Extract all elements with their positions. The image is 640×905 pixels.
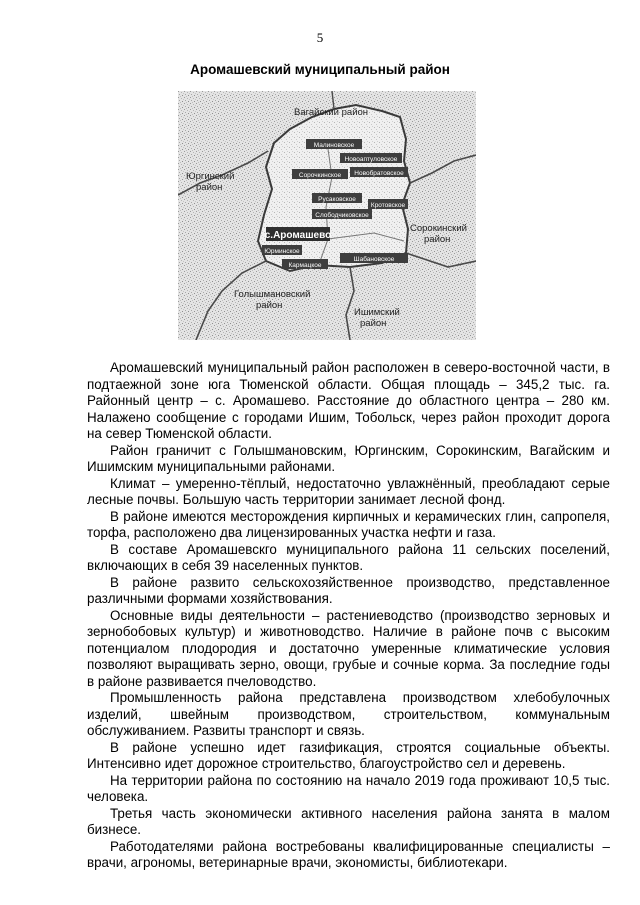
- settlement-label: Слободчиковское: [315, 212, 369, 219]
- settlement-tag: [312, 193, 362, 203]
- paragraph: На территории района по состоянию на начало 2019 года проживают 10,5 тыс. человека.: [87, 772, 610, 804]
- paragraph: В районе развито сельскохозяйственное производство, представленное различными формами хозяйствования.: [87, 574, 610, 606]
- label-sorokino-1: Сорокинский: [410, 223, 467, 234]
- settlement-label: Кармацкое: [288, 262, 322, 269]
- district-center-tag: [265, 227, 332, 241]
- label-ishim-1: Ишимский: [354, 307, 400, 318]
- paragraph: В составе Аромашевскго муниципального района 11 сельских поселений, включающих в себя 39 населенных пунктов.: [87, 541, 610, 573]
- paragraph: Район граничит с Голышмановским, Юргинским, Сорокинским, Вагайским и Ишимским муниципальными районами.: [87, 442, 610, 474]
- settlement-tag: [368, 199, 408, 209]
- paragraph: Аромашевский муниципальный район расположен в северо-восточной части, в подтаежной зоне юга Тюменской области. Общая площадь – 345,2 тыс. га. Районный центр – с. Аромашево. Расстояние до областного центра – 280 км. Налажено сообщение с городами Ишим, Тобольск, через район проходит дорога на север Тюменской области.: [87, 360, 610, 441]
- settlement-tag: [262, 245, 302, 255]
- settlement-label: Сорочкинское: [298, 172, 342, 179]
- settlement-tag: [306, 139, 362, 149]
- label-yurga-1: Юргинский: [186, 171, 235, 182]
- paragraph: Работодателями района востребованы квалифицированные специалисты – врачи, агрономы, ветеринарные врачи, экономисты, библиотекари.: [87, 838, 610, 870]
- settlement-label: Шабановское: [353, 256, 395, 263]
- district-map: [178, 91, 476, 340]
- settlement-tag: [340, 153, 402, 163]
- settlement-tag: [282, 259, 328, 269]
- label-ishim-2: район: [360, 318, 387, 329]
- page-number: 5: [316, 30, 324, 45]
- settlement-tag: [350, 167, 408, 177]
- label-golysh-1: Голышмановский: [234, 289, 311, 300]
- paragraph: Третья часть экономически активного населения района занята в малом бизнесе.: [87, 805, 610, 837]
- label-vagai: Вагайский район: [294, 107, 369, 118]
- settlement-tag: [312, 209, 372, 219]
- paragraph: В районе успешно идет газификация, строятся социальные объекты. Интенсивно идет дорожное строительство, благоустройство сел и деревень.: [87, 739, 610, 771]
- settlement-label: Русаковское: [318, 196, 356, 203]
- document-body: [87, 360, 610, 872]
- settlement-label: Новоаптуловское: [344, 156, 398, 163]
- district-center-label: с.Аромашево: [264, 230, 332, 241]
- settlement-label: Малиновское: [313, 142, 355, 149]
- page-title: Аромашевский муниципальный район: [190, 62, 450, 77]
- settlement-tag: [340, 253, 408, 263]
- label-sorokino-2: район: [424, 234, 451, 245]
- paragraph: В районе имеются месторождения кирпичных и керамических глин, сапропеля, торфа, расположено два лицензированных участка нефти и газа.: [87, 508, 610, 540]
- label-yurga-2: район: [196, 182, 223, 193]
- settlement-label: Новобратовское: [354, 170, 404, 177]
- settlement-tag: [292, 169, 348, 179]
- paragraph: Основные виды деятельности – растениеводство (производство зерновых и зернобобовых культур) и животноводство. Наличие в районе почв с высоким потенциалом плодородия и достаточно умеренные климатические условия позволяют выращивать зерно, овощи, грубые и сочные корма. За последние годы в районе развивается пчеловодство.: [87, 607, 610, 689]
- settlement-label: Кротовское: [370, 202, 406, 209]
- label-golysh-2: район: [256, 300, 283, 311]
- settlement-label: Юрминское: [264, 248, 300, 255]
- paragraph: Промышленность района представлена производством хлебобулочных изделий, швейным производством, строительством, коммунальным обслуживанием. Развиты транспорт и связь.: [87, 690, 610, 738]
- paragraph: Климат – умеренно-тёплый, недостаточно увлажнённый, преобладают серые лесные почвы. Большую часть территории занимает лесной фонд.: [87, 475, 610, 507]
